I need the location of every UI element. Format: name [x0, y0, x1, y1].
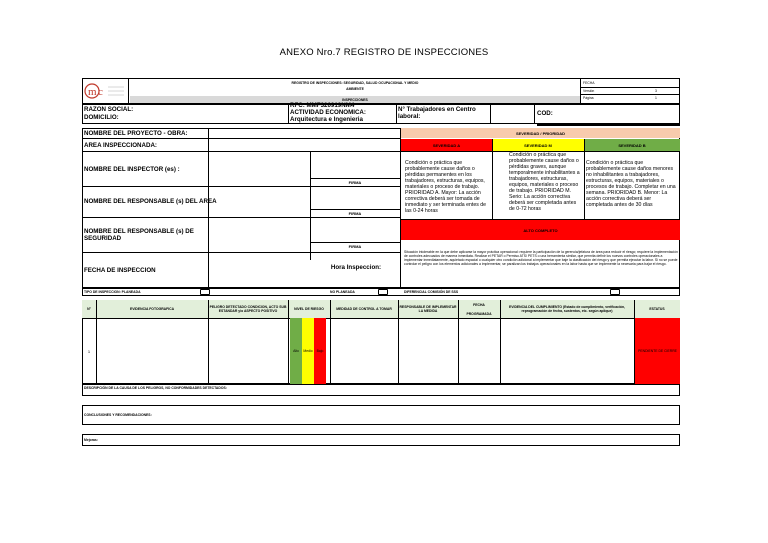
mejoras-row [82, 434, 680, 446]
page-title: ANEXO Nro.7 REGISTRO DE INSPECCIONES [279, 46, 489, 58]
descripcion-label: DESCRIPCIÓN DE LA CAUSA DE LOS PELIGROS, NO CONFORMIDADES DETECTADOS: [84, 386, 227, 390]
alto-completo-label: ALTO COMPLETO [401, 220, 680, 240]
meta-version-value: 3 [655, 89, 657, 93]
area-label: AREA INSPECCIONADA: [84, 141, 157, 149]
header-band: INSPECCIONES [130, 96, 580, 103]
risk-medio: Medio [302, 318, 314, 384]
inspector-label: NOMBRE DEL INSPECTOR (es) : [84, 165, 180, 173]
tipo-planeada-label: TIPO DE INSPECCION: PLANEADA [84, 289, 141, 294]
col-nivel: NIVEL DE RIESGO [294, 307, 324, 311]
col-fecha: FECHA [473, 302, 485, 307]
row-number: 1 [87, 348, 91, 354]
col-fecha-sub: PROGRAMADA [466, 311, 492, 316]
responsable-seg-label: NOMBRE DEL RESPONSABLE (s) DE SEGURIDAD [84, 228, 194, 242]
conclusiones-row [82, 405, 680, 425]
meta-fecha-label: FECHA [583, 81, 595, 85]
tipo-otro-label: DIFERENCIAL COMISIÓN DE SSS [404, 289, 459, 294]
svg-text:m: m [88, 86, 97, 98]
severity-m-text: Condición o práctica que probablemente cause daños o pérdidas graves, aunque temporalmente inhabilitantes a trabajadores, estructuras, equipos, materiales o proceso de trabajo. PRIORIDAD M. Serio: La acción correctiva deberá ser completada antes de 0-72 horas [509, 152, 580, 212]
firma-inspector: FIRMA [348, 180, 362, 185]
firma-area: FIRMA [348, 211, 362, 216]
meta-page-label: Página [583, 96, 594, 100]
header-meta [580, 78, 680, 104]
planeada-checkbox[interactable] [200, 289, 210, 295]
otro-checkbox[interactable] [610, 289, 620, 295]
col-responsable: RESPONSABLE DE IMPLEMENTAR LA MEDIDA [399, 305, 457, 313]
conclusiones-label: CONCLUSIONES Y RECOMENDACIONES: [84, 413, 152, 417]
svg-text:c: c [98, 86, 103, 98]
trabajadores-text: N° Trabajadores en Centro laboral: [398, 106, 476, 120]
col-estatus: ESTATUS [649, 307, 665, 311]
razon-social-label: RAZON SOCIAL: [84, 106, 134, 113]
header-top-line-2: AMBIENTE [346, 87, 364, 91]
col-evidencia: EVIDENCIA FOTOGRAFICA [129, 307, 175, 311]
status-badge: PENDIENTE DE CIERRE [635, 318, 680, 384]
company-logo [84, 80, 128, 102]
severity-title: SEVERIDAD / PRIORIDAD [401, 128, 680, 138]
ruc-text: RFC: MMF320919NM4 [290, 102, 355, 109]
actividad-text: ACTIVIDAD ECONOMICA: Arquitectura e Ingenieria [290, 109, 366, 123]
severity-b-label: SEVERIDAD B [584, 139, 680, 151]
meta-page-value: 1 [655, 96, 657, 100]
col-medida: MEDIDAD DE CONTROL A TOMAR [336, 307, 392, 311]
responsable-area-label: NOMBRE DEL RESPONSABLE (s) DEL AREA [84, 197, 217, 205]
severity-b-text: Condición o práctica que probablemente cause daños menores no inhabilitantes a trabajadores, estructuras, equipos, materiales o procesos de trabajo. Completar en una semana. PRIORIDAD B. Menor: La acción correctiva deberá ser completada antes de 30 días [586, 160, 676, 208]
proyecto-label: NOMBRE DEL PROYECTO - OBRA: [84, 129, 188, 137]
no-planeada-checkbox[interactable] [378, 289, 388, 295]
severity-m-label: SEVERIDAD M [492, 139, 584, 151]
alto-completo-text: Situación intolerable en la que debe aplicarse la mayor práctica operacional: requiere la participación de la gerencia/jefatura de área para reducir el riesgo; requiere la implementación de controles adecuados de manera inmediata. Realizar el PETAR o Permiso ATS/ PETS o una herramienta similar, que permita definir los nuevos controles operacionales a implementar inmediatamente, aquietado espacial o cualquier otro condición adicional a implementar que baje la clasificación del riesgo y que permita ejecutar la labor. Si no se puede controlar el peligro con los elementos adicionales a implementar, se paralizan los trabajos operacionales en la labor hasta que se implemente la necesaria para bajar el riesgo. [404, 250, 678, 266]
fecha-inspeccion-label: FECHA DE INSPECCION [84, 266, 156, 274]
cod-label: COD: [537, 109, 553, 117]
risk-alto: Alto [290, 318, 302, 384]
risk-bajo: Bajo [314, 318, 326, 384]
domicilio-label: DOMICILIO: [84, 114, 119, 121]
header-top-line: REGISTRO DE INSPECCIONES: SEGURIDAD, SALUD OCUPACIONAL Y MEDIO [291, 81, 419, 85]
col-peligro: PELIGRO DETECTADO CONDICION, ACTO SUB ESTANDAR y/o ASPECTO POSITIVO [209, 305, 287, 313]
col-cumplimiento: EVIDENCIA DEL CUMPLIMIENTO (Estado de cumplimiento, verificación, reprogramación de fecha, sustentos, etc. según aplique) [509, 305, 625, 313]
firma-seguridad: FIRMA [348, 244, 362, 249]
col-num: N° [87, 307, 91, 311]
tipo-no-planeada-label: NO PLANEADA [330, 289, 355, 294]
mejoras-label: Mejoras: [84, 438, 98, 442]
hora-inspeccion-label: Hora Inspeccion: [330, 263, 382, 271]
severity-a-label: SEVERIDAD A [401, 139, 492, 151]
meta-version-label: Versión [583, 89, 595, 93]
severity-a-text: Condición o práctica que probablemente cause daños o pérdidas permanentes en los trabajadores, estructuras, equipos, materiales o proceso de trabajo. PRIORIDAD A. Mayor: La acción correctiva deberá ser tomada de inmediato y ser terminada entes de las 0-24 horas [405, 160, 487, 214]
